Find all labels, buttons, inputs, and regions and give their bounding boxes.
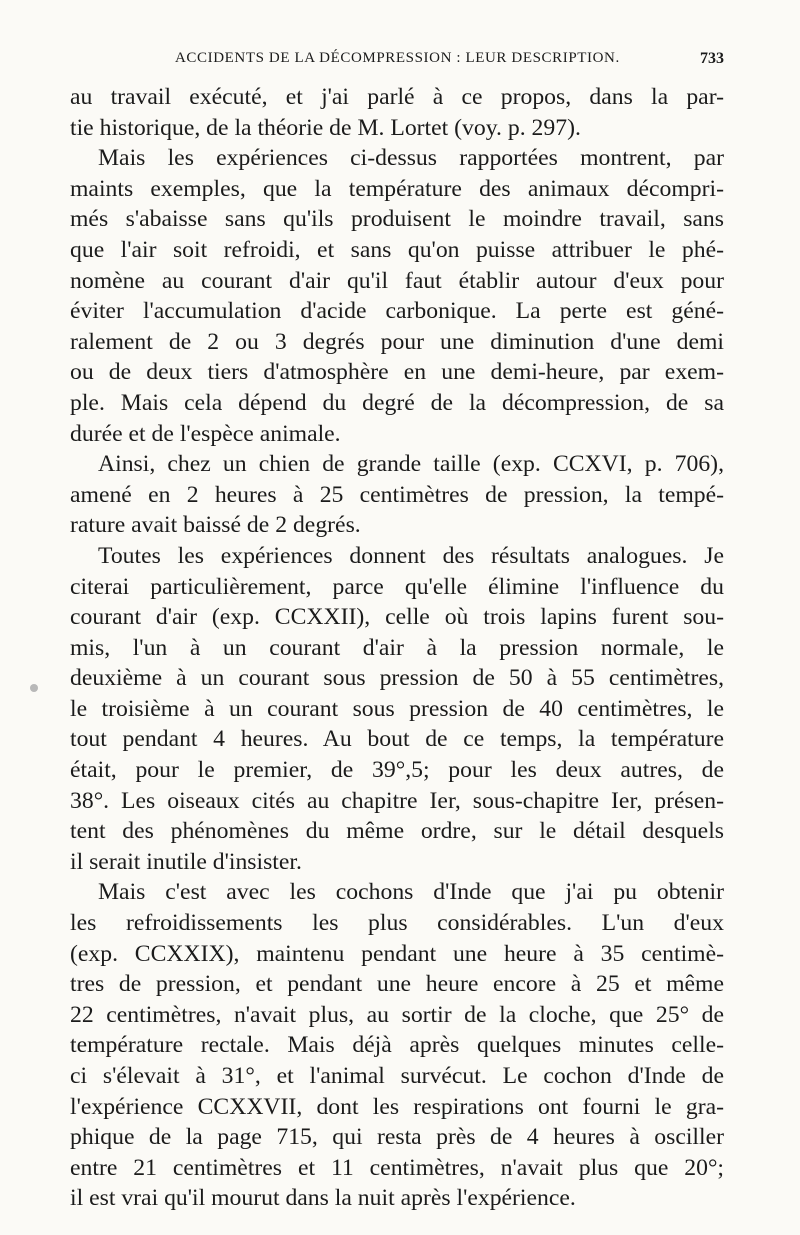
text-line: rature avait baissé de 2 degrés.	[70, 512, 361, 539]
paragraph-1	[70, 82, 724, 143]
text-line: ralement de 2 ou 3 degrés pour une diminution d'une demi	[70, 328, 724, 355]
text-line: il serait inutile d'insister.	[70, 848, 302, 875]
text-line: entre 21 centimètres et 11 centimètres, n'avait plus que 20°;	[70, 1154, 724, 1181]
text-line: durée et de l'espèce animale.	[70, 420, 341, 447]
text-line: tout pendant 4 heures. Au bout de ce temps, la température	[70, 726, 724, 753]
text-line: il est vrai qu'il mourut dans la nuit après l'expérience.	[70, 1185, 576, 1212]
text-line: au travail exécuté, et j'ai parlé à ce propos, dans la par-	[70, 84, 724, 110]
body-text	[70, 82, 724, 1214]
text-line: Toutes les expériences donnent des résultats analogues. Je	[98, 542, 724, 569]
paragraph-2	[70, 143, 724, 449]
text-line: Mais c'est avec les cochons d'Inde que j'ai pu obtenir	[98, 879, 724, 906]
text-line: tie historique, de la théorie de M. Lortet (voy. p. 297).	[70, 114, 581, 141]
text-line: 38°. Les oiseaux cités au chapitre Ier, sous-chapitre Ier, présen-	[70, 787, 724, 814]
text-line: les refroidissements les plus considérables. L'un d'eux	[70, 910, 724, 937]
text-line: deuxième à un courant sous pression de 50 à 55 centimètres,	[70, 665, 724, 692]
text-line: était, pour le premier, de 39°,5; pour les deux autres, de	[70, 757, 724, 784]
page-header	[70, 50, 724, 74]
text-line: més s'abaisse sans qu'ils produisent le moindre travail, sans	[70, 206, 724, 233]
paragraph-3	[70, 449, 724, 541]
text-line: mis, l'un à un courant d'air à la pression normale, le	[70, 634, 724, 661]
running-title: ACCIDENTS DE LA DÉCOMPRESSION : LEUR DESCRIPTION.	[175, 50, 620, 66]
text-line: phique de la page 715, qui resta près de 4 heures à osciller	[70, 1124, 724, 1151]
page-number: 733	[700, 50, 724, 67]
text-line: température rectale. Mais déjà après quelques minutes celle-	[70, 1032, 724, 1059]
text-line: Ainsi, chez un chien de grande taille (exp. CCXVI, p. 706),	[98, 451, 724, 478]
text-line: citerai particulièrement, parce qu'elle élimine l'influence du	[70, 573, 724, 600]
text-line: tent des phénomènes du même ordre, sur le détail desquels	[70, 818, 724, 845]
margin-mark	[30, 684, 38, 692]
paragraph-5	[70, 877, 724, 1214]
text-line: nomène au courant d'air qu'il faut établir autour d'eux pour	[70, 267, 724, 294]
text-line: le troisième à un courant sous pression de 40 centimètres, le	[70, 695, 724, 722]
text-line: l'expérience CCXXVII, dont les respirations ont fourni le gra-	[70, 1093, 724, 1120]
text-line: courant d'air (exp. CCXXII), celle où trois lapins furent sou-	[70, 604, 724, 631]
paragraph-4	[70, 541, 724, 878]
text-line: amené en 2 heures à 25 centimètres de pression, la tempé-	[70, 481, 724, 508]
text-line: Mais les expériences ci-dessus rapportées montrent, par	[98, 145, 724, 172]
text-line: (exp. CCXXIX), maintenu pendant une heure à 35 centimè-	[70, 940, 724, 967]
text-line: éviter l'accumulation d'acide carbonique. La perte est géné-	[70, 298, 724, 325]
text-line: 22 centimètres, n'avait plus, au sortir de la cloche, que 25° de	[70, 1001, 724, 1028]
text-line: ple. Mais cela dépend du degré de la décompression, de sa	[70, 389, 724, 416]
text-line: ci s'élevait à 31°, et l'animal survécut. Le cochon d'Inde de	[70, 1063, 724, 1089]
text-line: que l'air soit refroidi, et sans qu'on puisse attribuer le phé-	[70, 236, 724, 263]
text-line: ou de deux tiers d'atmosphère en une demi-heure, par exem-	[70, 359, 724, 386]
text-line: tres de pression, et pendant une heure encore à 25 et même	[70, 971, 724, 998]
text-line: maints exemples, que la température des animaux décompri-	[70, 175, 724, 202]
